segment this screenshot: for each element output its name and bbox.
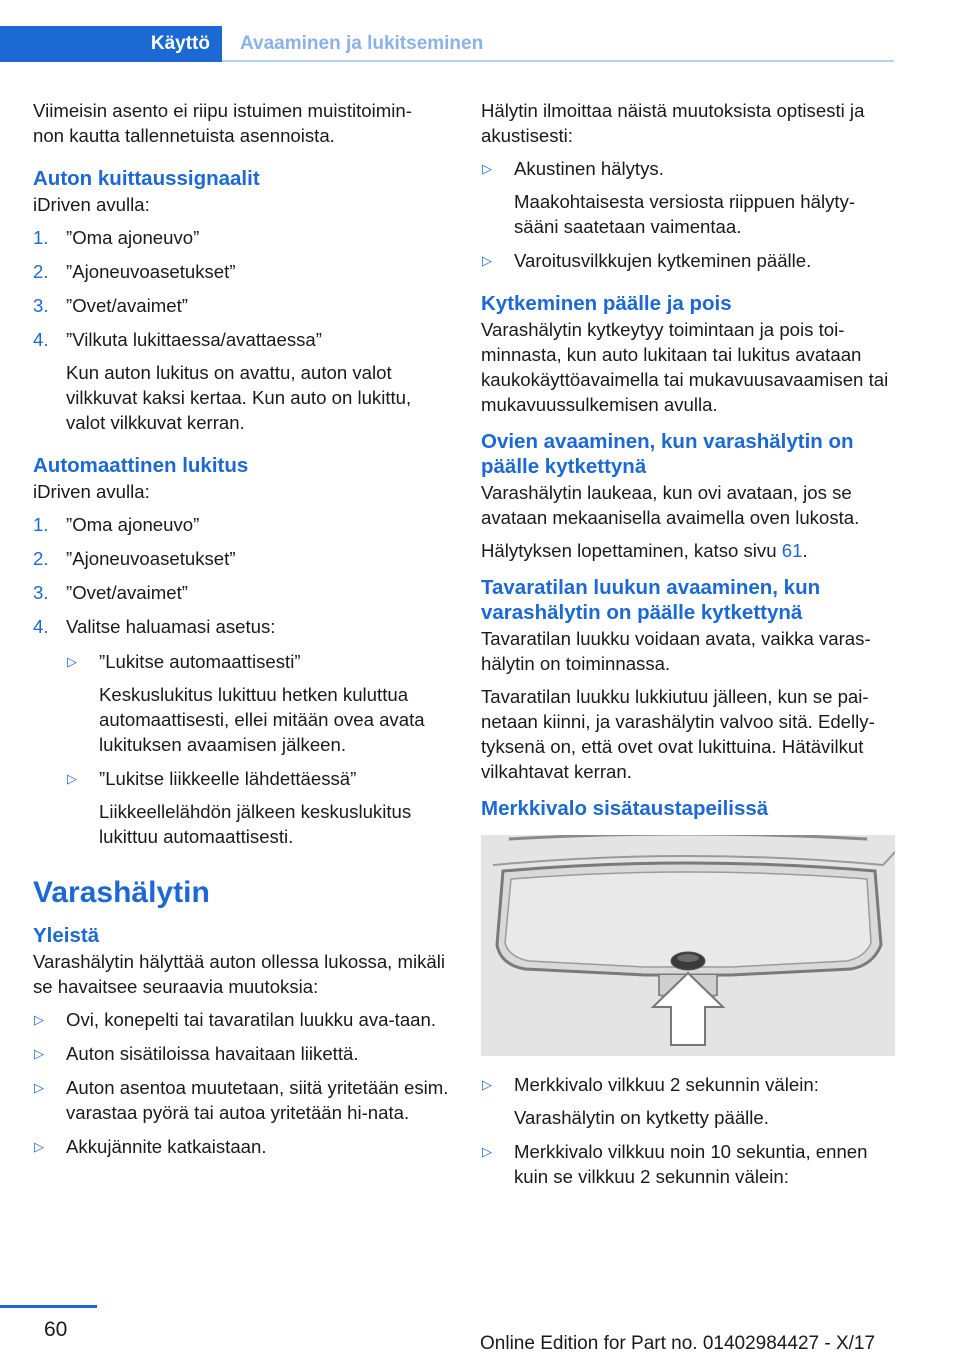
list-item-note: Kun auton lukitus on avattu, auton valot vilkkuvat kaksi kertaa. Kun auto on lukittu, valot vilkkuvat kerran. (66, 362, 412, 433)
triangle-bullet-icon: ▷ (482, 1144, 492, 1159)
intro-paragraph: Viimeisin asento ei riipu istuimen muistitoimin- non kautta tallennetuista asennoista. (33, 100, 412, 146)
page-number: 60 (44, 1318, 68, 1341)
triangle-bullet-icon: ▷ (34, 1139, 44, 1154)
heading-general: Yleistä (33, 924, 100, 947)
triangle-bullet-icon: ▷ (482, 161, 492, 176)
list-item-note: Liikkeellelähdön jälkeen keskuslukitus lukittuu automaattisesti. (99, 801, 412, 847)
triangle-bullet-icon: ▷ (34, 1080, 44, 1095)
list-item: ▷ Akkujännite katkaistaan. (34, 1136, 267, 1157)
switch-paragraph: Varashälytin kytkeytyy toimintaan ja pois toi-minnasta, kun auto lukitaan tai lukitus avataan kaukokäyttöavaimella tai mukavuusavaamisen tai mukavuussulkemisen avulla. (481, 319, 889, 415)
page-link[interactable]: 61 (781, 540, 803, 561)
general-lead: Varashälytin hälyttää auton ollessa lukossa, mikäli se havaitsee seuraavia muutoksia: (33, 951, 446, 997)
list-item: 2. ”Ajoneuvoasetukset” (33, 548, 236, 569)
alarm-lead: Hälytin ilmoittaa näistä muutoksista optisesti ja akustisesti: (481, 100, 865, 146)
edition-note: Online Edition for Part no. 01402984427 - X/17 (480, 1333, 876, 1354)
page-reference: Hälytyksen lopettaminen, katso sivu 61. (481, 540, 808, 561)
indicator-list (481, 1072, 897, 1189)
chapter-heading-alarm: Varashälytin (33, 876, 210, 909)
sub-options-list (66, 649, 449, 849)
list-item-note: Maakohtaisesta versiosta riippuen hälyty-säänі saatetaan vaimentaa. (514, 191, 856, 237)
list-item: 4. Valitse haluamasi asetus: ▷ ”Lukitse automaattisesti” Keskuslukitus lukittuu hetken kuluttua automaattisesti, ellei mitään ovea avata lukituksen avaamisen jälkeen. ▷ ”Lukitse liikkeelle lähdettäessä” Liikkeellelähdön jälkeen keskuslukitus lukittuu automaattisesti. (33, 614, 449, 849)
heading-acknowledgement-signals: Auton kuittaussignaalit (33, 167, 260, 190)
alarm-triggers-list (33, 1007, 449, 1159)
heading-open-doors: Ovien avaaminen, kun varashälytin on päälle kytkettynä (481, 430, 854, 478)
section-title: Avaaminen ja lukitseminen (240, 33, 484, 54)
tailgate-paragraph-2: Tavaratilan luukku lukkiutuu jälleen, kun se pai-netaan kiinni, ja varashälytin valvoo sitä. Edelly-tyksenä on, että ovet ovat lukittuina. Hätävilkut vilkahtavat kerran. (481, 686, 875, 782)
chapter-tab: Käyttö (0, 26, 222, 62)
heading-automatic-locking: Automaattinen lukitus (33, 454, 249, 477)
header-divider (222, 60, 894, 62)
open-doors-paragraph: Varashälytin laukeaa, kun ovi avataan, jos se avataan mekaanisella avaimella oven lukosta. (481, 482, 860, 528)
list-item: 4. ”Vilkuta lukittaessa/avattaessa” Kun auton lukitus on avattu, auton valot vilkkuvat kaksi kertaa. Kun auto on lukittu, valot vilkkuvat kerran. (33, 327, 449, 435)
steps-list-locking (33, 512, 449, 849)
triangle-bullet-icon: ▷ (67, 654, 77, 669)
list-item: ▷ ”Lukitse automaattisesti” Keskuslukitus lukittuu hetken kuluttua automaattisesti, ellei mitään ovea avata lukituksen avaamisen jälkeen. (66, 649, 449, 757)
footer-divider (0, 1305, 97, 1308)
list-item: ▷ Merkkivalo vilkkuu noin 10 sekuntia, ennen kuin se vilkkuu 2 sekunnin välein: (482, 1141, 868, 1187)
list-item: ▷ Akustinen hälytys. Maakohtaisesta versiosta riippuen hälyty-säänі saatetaan vaimentaa. (481, 156, 897, 239)
rearview-mirror-illustration (481, 835, 895, 1056)
heading-switch-on-off: Kytkeminen päälle ja pois (481, 292, 732, 315)
triangle-bullet-icon: ▷ (67, 771, 77, 786)
list-item: 1. ”Oma ajoneuvo” (33, 227, 200, 248)
triangle-bullet-icon: ▷ (34, 1046, 44, 1061)
triangle-bullet-icon: ▷ (482, 1077, 492, 1092)
list-item-note: Keskuslukitus lukittuu hetken kuluttua automaattisesti, ellei mitään ovea avata lukituksen avaamisen jälkeen. (99, 684, 425, 755)
triangle-bullet-icon: ▷ (34, 1012, 44, 1027)
tailgate-paragraph-1: Tavaratilan luukku voidaan avata, vaikka varas-hälytin on toiminnassa. (481, 628, 871, 674)
idrive-lead: iDriven avulla: (33, 481, 150, 502)
list-item: ▷ Varoitusvilkkujen kytkeminen päälle. (482, 250, 812, 271)
alarm-signals-list (481, 156, 897, 273)
list-item: 1. ”Oma ajoneuvo” (33, 514, 200, 535)
heading-indicator: Merkkivalo sisätaustapeilissä (481, 797, 769, 820)
left-column (33, 98, 449, 1168)
triangle-bullet-icon: ▷ (482, 253, 492, 268)
list-item: ▷ Auton sisätiloissa havaitaan liikettä. (34, 1043, 359, 1064)
list-item-note: Varashälytin on kytketty päälle. (514, 1107, 769, 1128)
steps-list-signals (33, 225, 449, 435)
list-item: ▷ Merkkivalo vilkkuu 2 sekunnin välein: Varashälytin on kytketty päälle. (481, 1072, 897, 1130)
heading-tailgate: Tavaratilan luukun avaaminen, kun varashälytin on päälle kytkettynä (481, 576, 821, 624)
list-item: ▷ ”Lukitse liikkeelle lähdettäessä” Liikkeellelähdön jälkeen keskuslukitus lukittuu automaattisesti. (66, 766, 449, 849)
list-item: ▷ Ovi, konepelti tai tavaratilan luukku ava-taan. (34, 1009, 437, 1030)
right-column (481, 98, 897, 1198)
list-item: 2. ”Ajoneuvoasetukset” (33, 261, 236, 282)
list-item: 3. ”Ovet/avaimet” (33, 295, 188, 316)
list-item: ▷ Auton asentoa muutetaan, siitä yritetään esim. varastaa pyörä tai autoa yritetään hi-nata. (34, 1077, 449, 1123)
list-item: 3. ”Ovet/avaimet” (33, 582, 188, 603)
idrive-lead: iDriven avulla: (33, 194, 150, 215)
